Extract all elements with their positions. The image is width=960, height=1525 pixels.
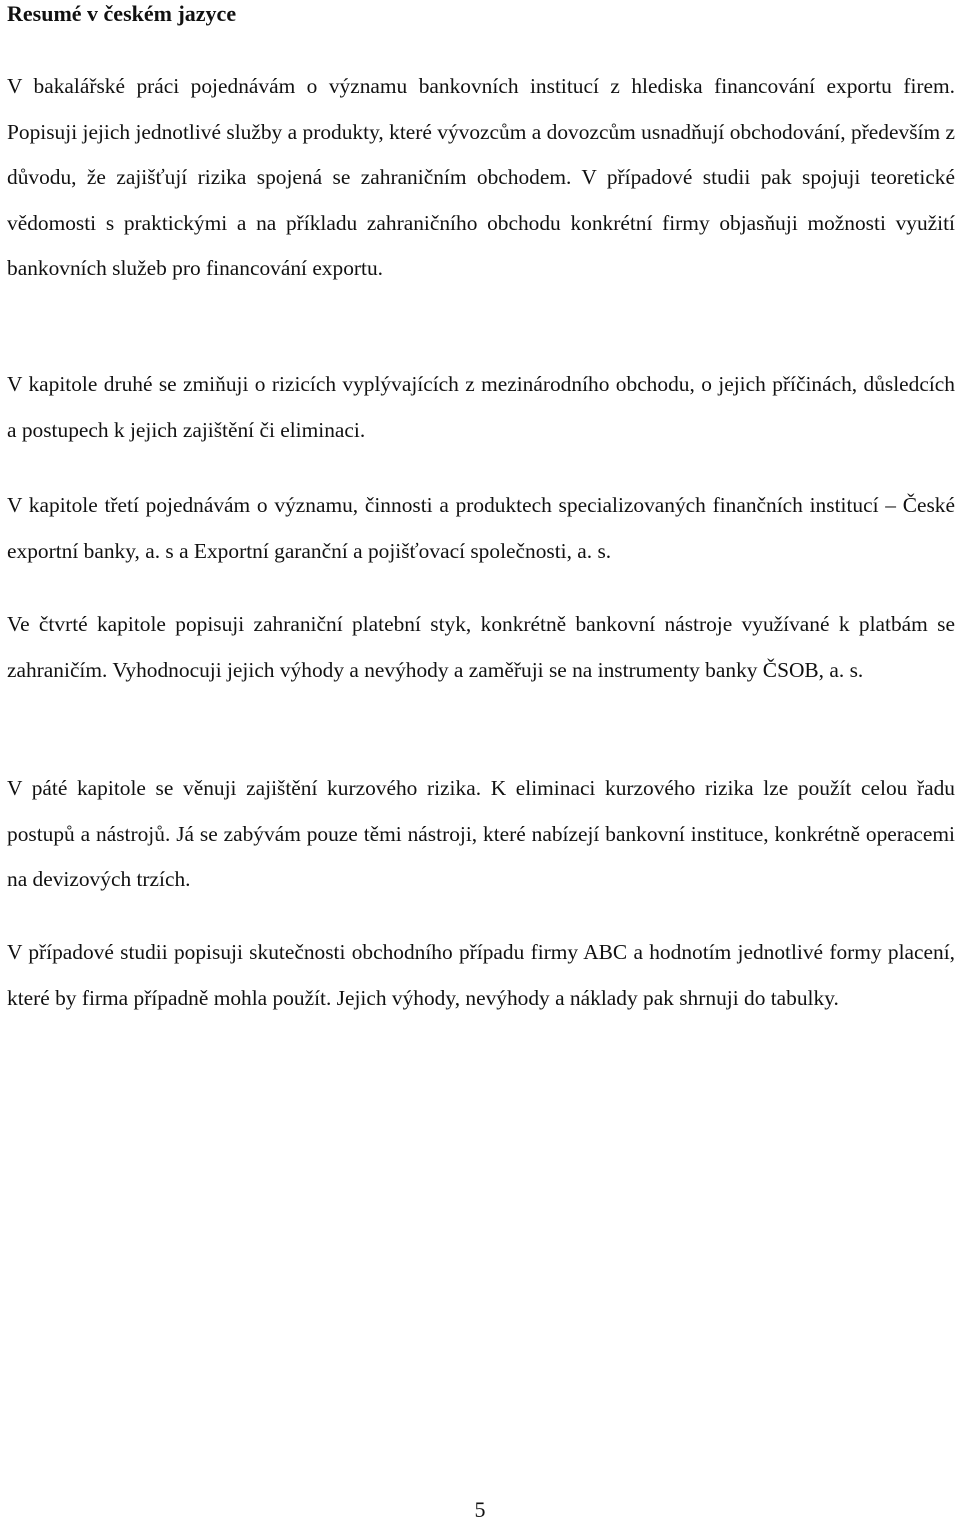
paragraph-chapter-three: V kapitole třetí pojednávám o významu, činnosti a produktech specializovaných finančních institucí – České exportní banky, a. s a Exportní garanční a pojišťovací společnosti, a. s. bbox=[7, 493, 955, 563]
page-number: 5 bbox=[474, 1497, 486, 1522]
section-heading: Resumé v českém jazyce bbox=[7, 1, 237, 26]
paragraph-case-study: V případové studii popisuji skutečnosti obchodního případu firmy ABC a hodnotím jednotlivé formy placení, které by firma případně mohla použít. Jejich výhody, nevýhody a náklady pak shrnuji do tabulky. bbox=[7, 940, 955, 1010]
paragraph-introduction: V bakalářské práci pojednávám o významu bankovních institucí z hlediska financování exportu firem. Popisuji jejich jednotlivé služby a produkty, které vývozcům a dovozcům usnadňují obchodování, především z důvodu, že zajišťují rizika spojená se zahraničním obchodem. V případové studii pak spojuji teoretické vědomosti s praktickými a na příkladu zahraničního obchodu konkrétní firmy objasňuji možnosti využití bankovních služeb pro financování exportu. bbox=[7, 74, 955, 280]
paragraph-chapter-five: V páté kapitole se věnuji zajištění kurzového rizika. K eliminaci kurzového rizika lze použít celou řadu postupů a nástrojů. Já se zabývám pouze těmi nástroji, které nabízejí bankovní instituce, konkrétně operacemi na devizových trzích. bbox=[7, 776, 955, 891]
paragraph-chapter-two: V kapitole druhé se zmiňuji o rizicích vyplývajících z mezinárodního obchodu, o jejich příčinách, důsledcích a postupech k jejich zajištění či eliminaci. bbox=[7, 372, 955, 442]
paragraph-chapter-four: Ve čtvrté kapitole popisuji zahraniční platební styk, konkrétně bankovní nástroje využívané k platbám se zahraničím. Vyhodnocuji jejich výhody a nevýhody a zaměřuji se na instrumenty banky ČSOB, a. s. bbox=[7, 612, 955, 682]
